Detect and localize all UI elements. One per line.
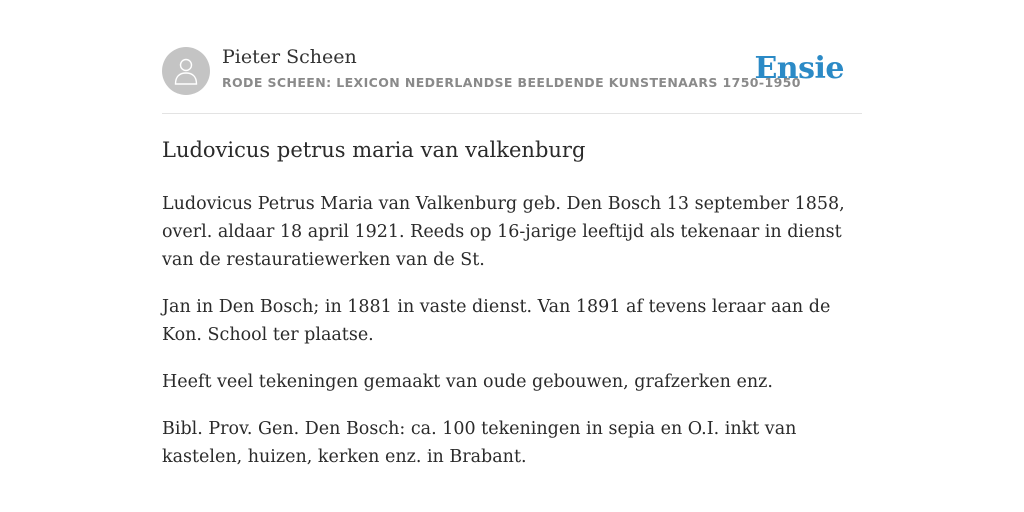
article-paragraph: Ludovicus Petrus Maria van Valkenburg geb. Den Bosch 13 september 1858, overl. aldaar 18 april 1921. Reeds op 16-jarige leeftijd als tekenaar in dienst van de restauratiewerken van de St. [162, 194, 845, 270]
article-paragraph: Jan in Den Bosch; in 1881 in vaste dienst. Van 1891 af tevens leraar aan de Kon. School ter plaatse. [162, 297, 831, 345]
brand-logo[interactable]: Ensie [754, 51, 844, 86]
author-avatar[interactable] [162, 47, 210, 95]
user-icon [174, 57, 198, 85]
author-name[interactable]: Pieter Scheen [222, 46, 357, 68]
author-header [162, 46, 862, 114]
article-body [162, 190, 872, 490]
article-paragraph: Bibl. Prov. Gen. Den Bosch: ca. 100 tekeningen in sepia en O.I. inkt van kastelen, huizen, kerken enz. in Brabant. [162, 419, 797, 467]
author-source[interactable]: RODE SCHEEN: LEXICON NEDERLANDSE BEELDENDE KUNSTENAARS 1750-1950 [222, 75, 801, 90]
page-title: Ludovicus petrus maria van valkenburg [162, 138, 586, 162]
article-paragraph: Heeft veel tekeningen gemaakt van oude gebouwen, grafzerken enz. [162, 372, 773, 392]
